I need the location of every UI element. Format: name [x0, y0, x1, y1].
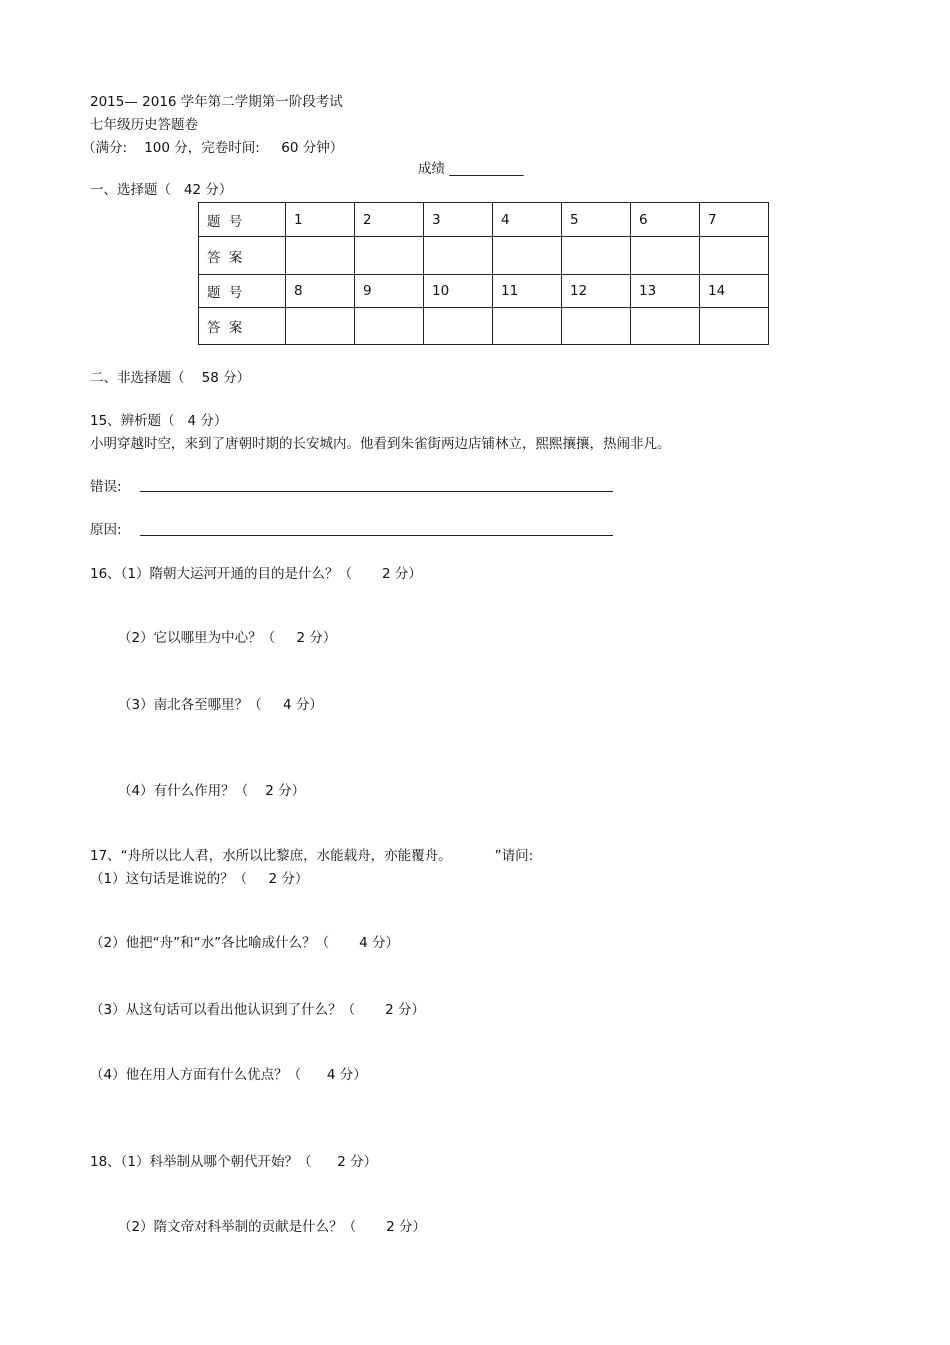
table-row-questions-1 [199, 203, 769, 237]
q16-part3: （3）南北各至哪里？（ 4 分） [118, 697, 323, 713]
answer-cell[interactable] [631, 237, 700, 275]
q17-part2: （2）他把“舟”和“水”各比喻成什么？（ 4 分） [90, 935, 399, 951]
grade-label: 成绩 ___________ [418, 161, 524, 177]
answer-label: 答 案 [199, 308, 286, 345]
section2-title: 二、非选择题（ 58 分） [90, 370, 251, 386]
question-label: 题 号 [199, 275, 286, 308]
exam-subtitle: 七年级历史答题卷 [90, 117, 198, 133]
question-number: 3 [424, 203, 493, 237]
question-number: 5 [562, 203, 631, 237]
question-number: 8 [286, 275, 355, 308]
q18-part2: （2）隋文帝对科举制的贡献是什么？（ 2 分） [118, 1219, 427, 1235]
answer-cell[interactable] [700, 237, 769, 275]
question-number: 13 [631, 275, 700, 308]
answer-cell[interactable] [700, 308, 769, 345]
answer-cell[interactable] [562, 237, 631, 275]
question-number: 7 [700, 203, 769, 237]
question-number: 14 [700, 275, 769, 308]
q15-error-label: 错误: [90, 479, 122, 495]
q17-part3: （3）从这句话可以看出他认识到了什么？（ 2 分） [90, 1002, 426, 1018]
answer-cell[interactable] [424, 237, 493, 275]
q17-part4: （4）他在用人方面有什么优点？（ 4 分） [90, 1067, 367, 1083]
q16-part4: （4）有什么作用？（ 2 分） [118, 783, 306, 799]
table-row-answers-1 [199, 237, 769, 275]
answer-cell[interactable] [424, 308, 493, 345]
q15-error-answer-line[interactable] [140, 491, 613, 492]
question-number: 12 [562, 275, 631, 308]
section1-title: 一、选择题（ 42 分） [90, 182, 233, 198]
table-row-questions-2 [199, 275, 769, 308]
score-info: （满分: 100 分，完卷时间: 60 分钟） [82, 140, 344, 156]
answer-cell[interactable] [562, 308, 631, 345]
q16-part1: 16、（1）隋朝大运河开通的目的是什么？（ 2 分） [90, 566, 422, 582]
q15-text: 小明穿越时空，来到了唐朝时期的长安城内。他看到朱雀街两边店铺林立，熙熙攘攘，热闹非凡。 [90, 436, 671, 452]
question-number: 2 [355, 203, 424, 237]
q15-reason-answer-line[interactable] [140, 535, 613, 536]
question-label: 题 号 [199, 203, 286, 237]
question-number: 11 [493, 275, 562, 308]
answer-cell[interactable] [286, 237, 355, 275]
exam-title: 2015— 2016 学年第二学期第一阶段考试 [90, 94, 343, 110]
answer-cell[interactable] [631, 308, 700, 345]
answer-cell[interactable] [355, 308, 424, 345]
answer-cell[interactable] [355, 237, 424, 275]
q15-title: 15、辨析题（ 4 分） [90, 413, 228, 429]
question-number: 10 [424, 275, 493, 308]
question-number: 1 [286, 203, 355, 237]
q18-part1: 18、（1）科举制从哪个朝代开始？（ 2 分） [90, 1154, 378, 1170]
table-row-answers-2 [199, 308, 769, 345]
q16-part2: （2）它以哪里为中心？（ 2 分） [118, 630, 337, 646]
question-number: 6 [631, 203, 700, 237]
answer-label: 答 案 [199, 237, 286, 275]
answer-cell[interactable] [286, 308, 355, 345]
answer-cell[interactable] [493, 237, 562, 275]
question-number: 9 [355, 275, 424, 308]
q17-intro: 17、“舟所以比人君，水所以比黎庶，水能载舟，亦能覆舟。 ”请问: [90, 848, 534, 864]
q15-reason-label: 原因: [90, 522, 122, 538]
q17-part1: （1）这句话是谁说的？（ 2 分） [90, 871, 309, 887]
answer-table [198, 202, 769, 345]
question-number: 4 [493, 203, 562, 237]
answer-cell[interactable] [493, 308, 562, 345]
